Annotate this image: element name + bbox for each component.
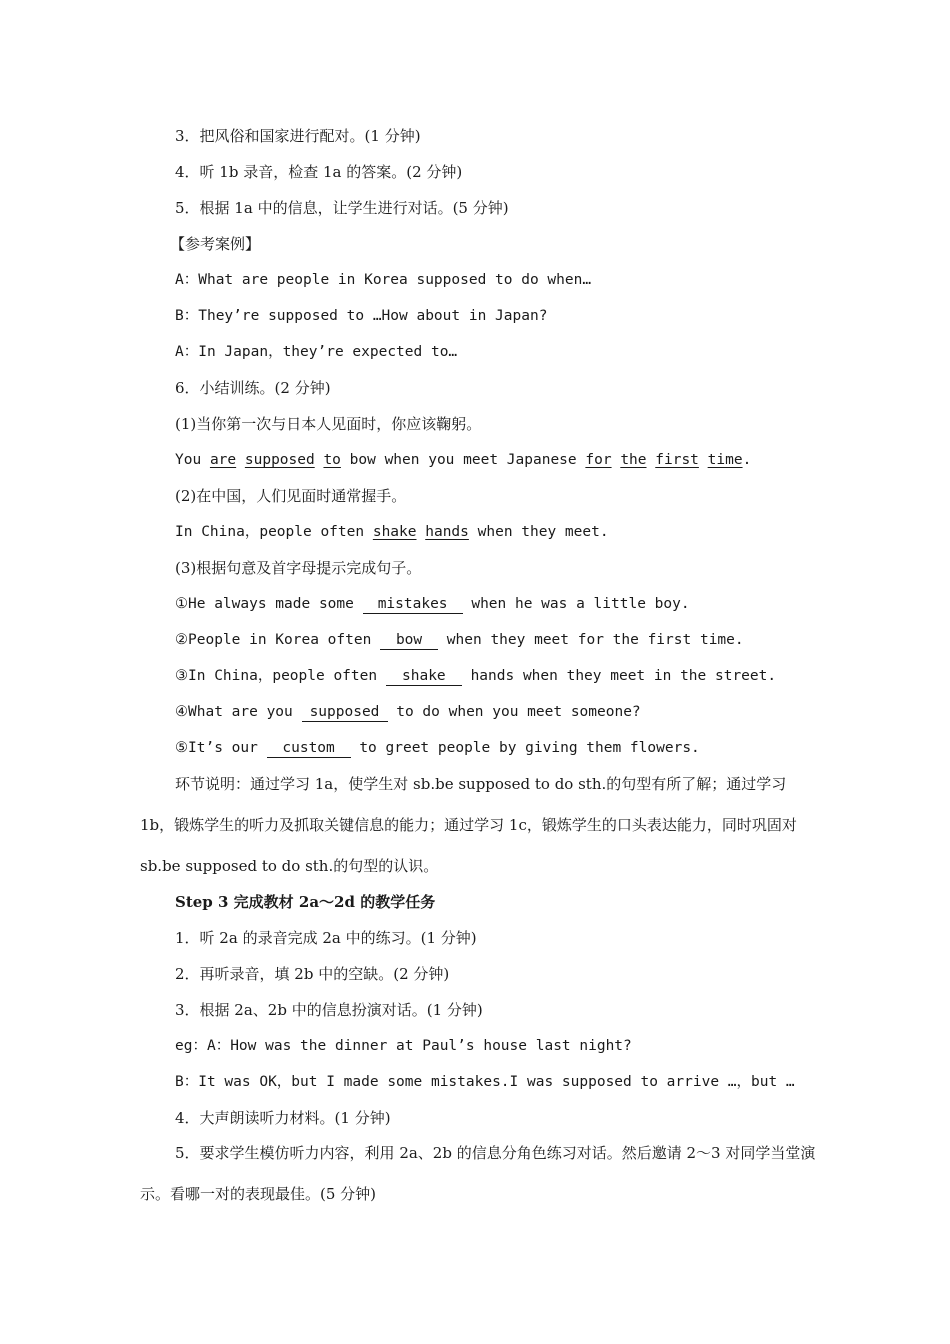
fill-item-2: ②People in Korea often bow when they meet for the first time. xyxy=(175,632,744,648)
example-line-b: B：It was OK，but I made some mistakes.I was supposed to arrive …，but … xyxy=(175,1074,795,1090)
answer-blank: mistakes xyxy=(363,596,463,614)
question-2-english: In China，people often shake hands when they meet. xyxy=(175,524,609,540)
example-line-a: eg：A：How was the dinner at Paul’s house last night? xyxy=(175,1038,632,1054)
answer-word: the xyxy=(620,452,647,468)
answer-word: time xyxy=(707,452,743,468)
fill-item-3: ③In China，people often shake hands when they meet in the street. xyxy=(175,668,777,684)
step-3-heading: Step 3 完成教材 2a～2d 的教学任务 xyxy=(175,893,436,911)
dialogue-line-a2: A：In Japan，they’re expected to… xyxy=(175,344,458,360)
task-item-4: 4．大声朗读听力材料。(1 分钟) xyxy=(175,1109,391,1127)
question-3-title: (3)根据句意及首字母提示完成句子。 xyxy=(175,559,422,577)
question-1-english: You are supposed to bow when you meet Japanese for the first time. xyxy=(175,452,752,468)
step-item-3: 3．把风俗和国家进行配对。(1 分钟) xyxy=(175,127,421,145)
step-item-5: 5．根据 1a 中的信息，让学生进行对话。(5 分钟) xyxy=(175,199,509,217)
task-item-5: 5．要求学生模仿听力内容，利用 2a、2b 的信息分角色练习对话。然后邀请 2～3 对同学当堂演示。看哪一对的表现最佳。(5 分钟) xyxy=(140,1144,816,1203)
answer-word: for xyxy=(585,452,612,468)
summary-title: 6．小结训练。(2 分钟) xyxy=(175,379,331,397)
answer-word: to xyxy=(323,452,341,468)
task-item-3: 3．根据 2a、2b 中的信息扮演对话。(1 分钟) xyxy=(175,1001,483,1019)
fill-item-5: ⑤It’s our custom to greet people by giving them flowers. xyxy=(175,740,700,756)
answer-blank: shake xyxy=(386,668,462,686)
task-item-1: 1．听 2a 的录音完成 2a 中的练习。(1 分钟) xyxy=(175,929,477,947)
task-item-2: 2．再听录音，填 2b 中的空缺。(2 分钟) xyxy=(175,965,450,983)
dialogue-line-b1: B：They’re supposed to …How about in Japan? xyxy=(175,308,548,324)
step-item-4: 4．听 1b 录音，检查 1a 的答案。(2 分钟) xyxy=(175,163,463,181)
answer-word: hands xyxy=(425,524,469,540)
answer-word: are xyxy=(209,452,237,468)
answer-blank: custom xyxy=(267,740,351,758)
section-note: 环节说明：通过学习 1a，使学生对 sb.be supposed to do sth.的句型有所了解；通过学习 1b，锻炼学生的听力及抓取关键信息的能力；通过学习 1c，锻炼学生的口头表达能力，同时巩固对 sb.be supposed to do sth.的句型的认识。 xyxy=(140,775,797,875)
question-2-chinese: (2)在中国，人们见面时通常握手。 xyxy=(175,487,407,505)
answer-word: shake xyxy=(372,524,417,540)
question-1-chinese: (1)当你第一次与日本人见面时，你应该鞠躬。 xyxy=(175,415,482,433)
reference-heading: 【参考案例】 xyxy=(170,235,261,253)
answer-word: first xyxy=(655,452,699,468)
fill-item-4: ④What are you supposed to do when you meet someone? xyxy=(175,704,641,720)
answer-blank: bow xyxy=(380,632,438,650)
answer-word: supposed xyxy=(244,452,315,468)
answer-blank: supposed xyxy=(302,704,388,722)
fill-item-1: ①He always made some mistakes when he was a little boy. xyxy=(175,596,690,612)
dialogue-line-a1: A：What are people in Korea supposed to do when… xyxy=(175,272,592,288)
